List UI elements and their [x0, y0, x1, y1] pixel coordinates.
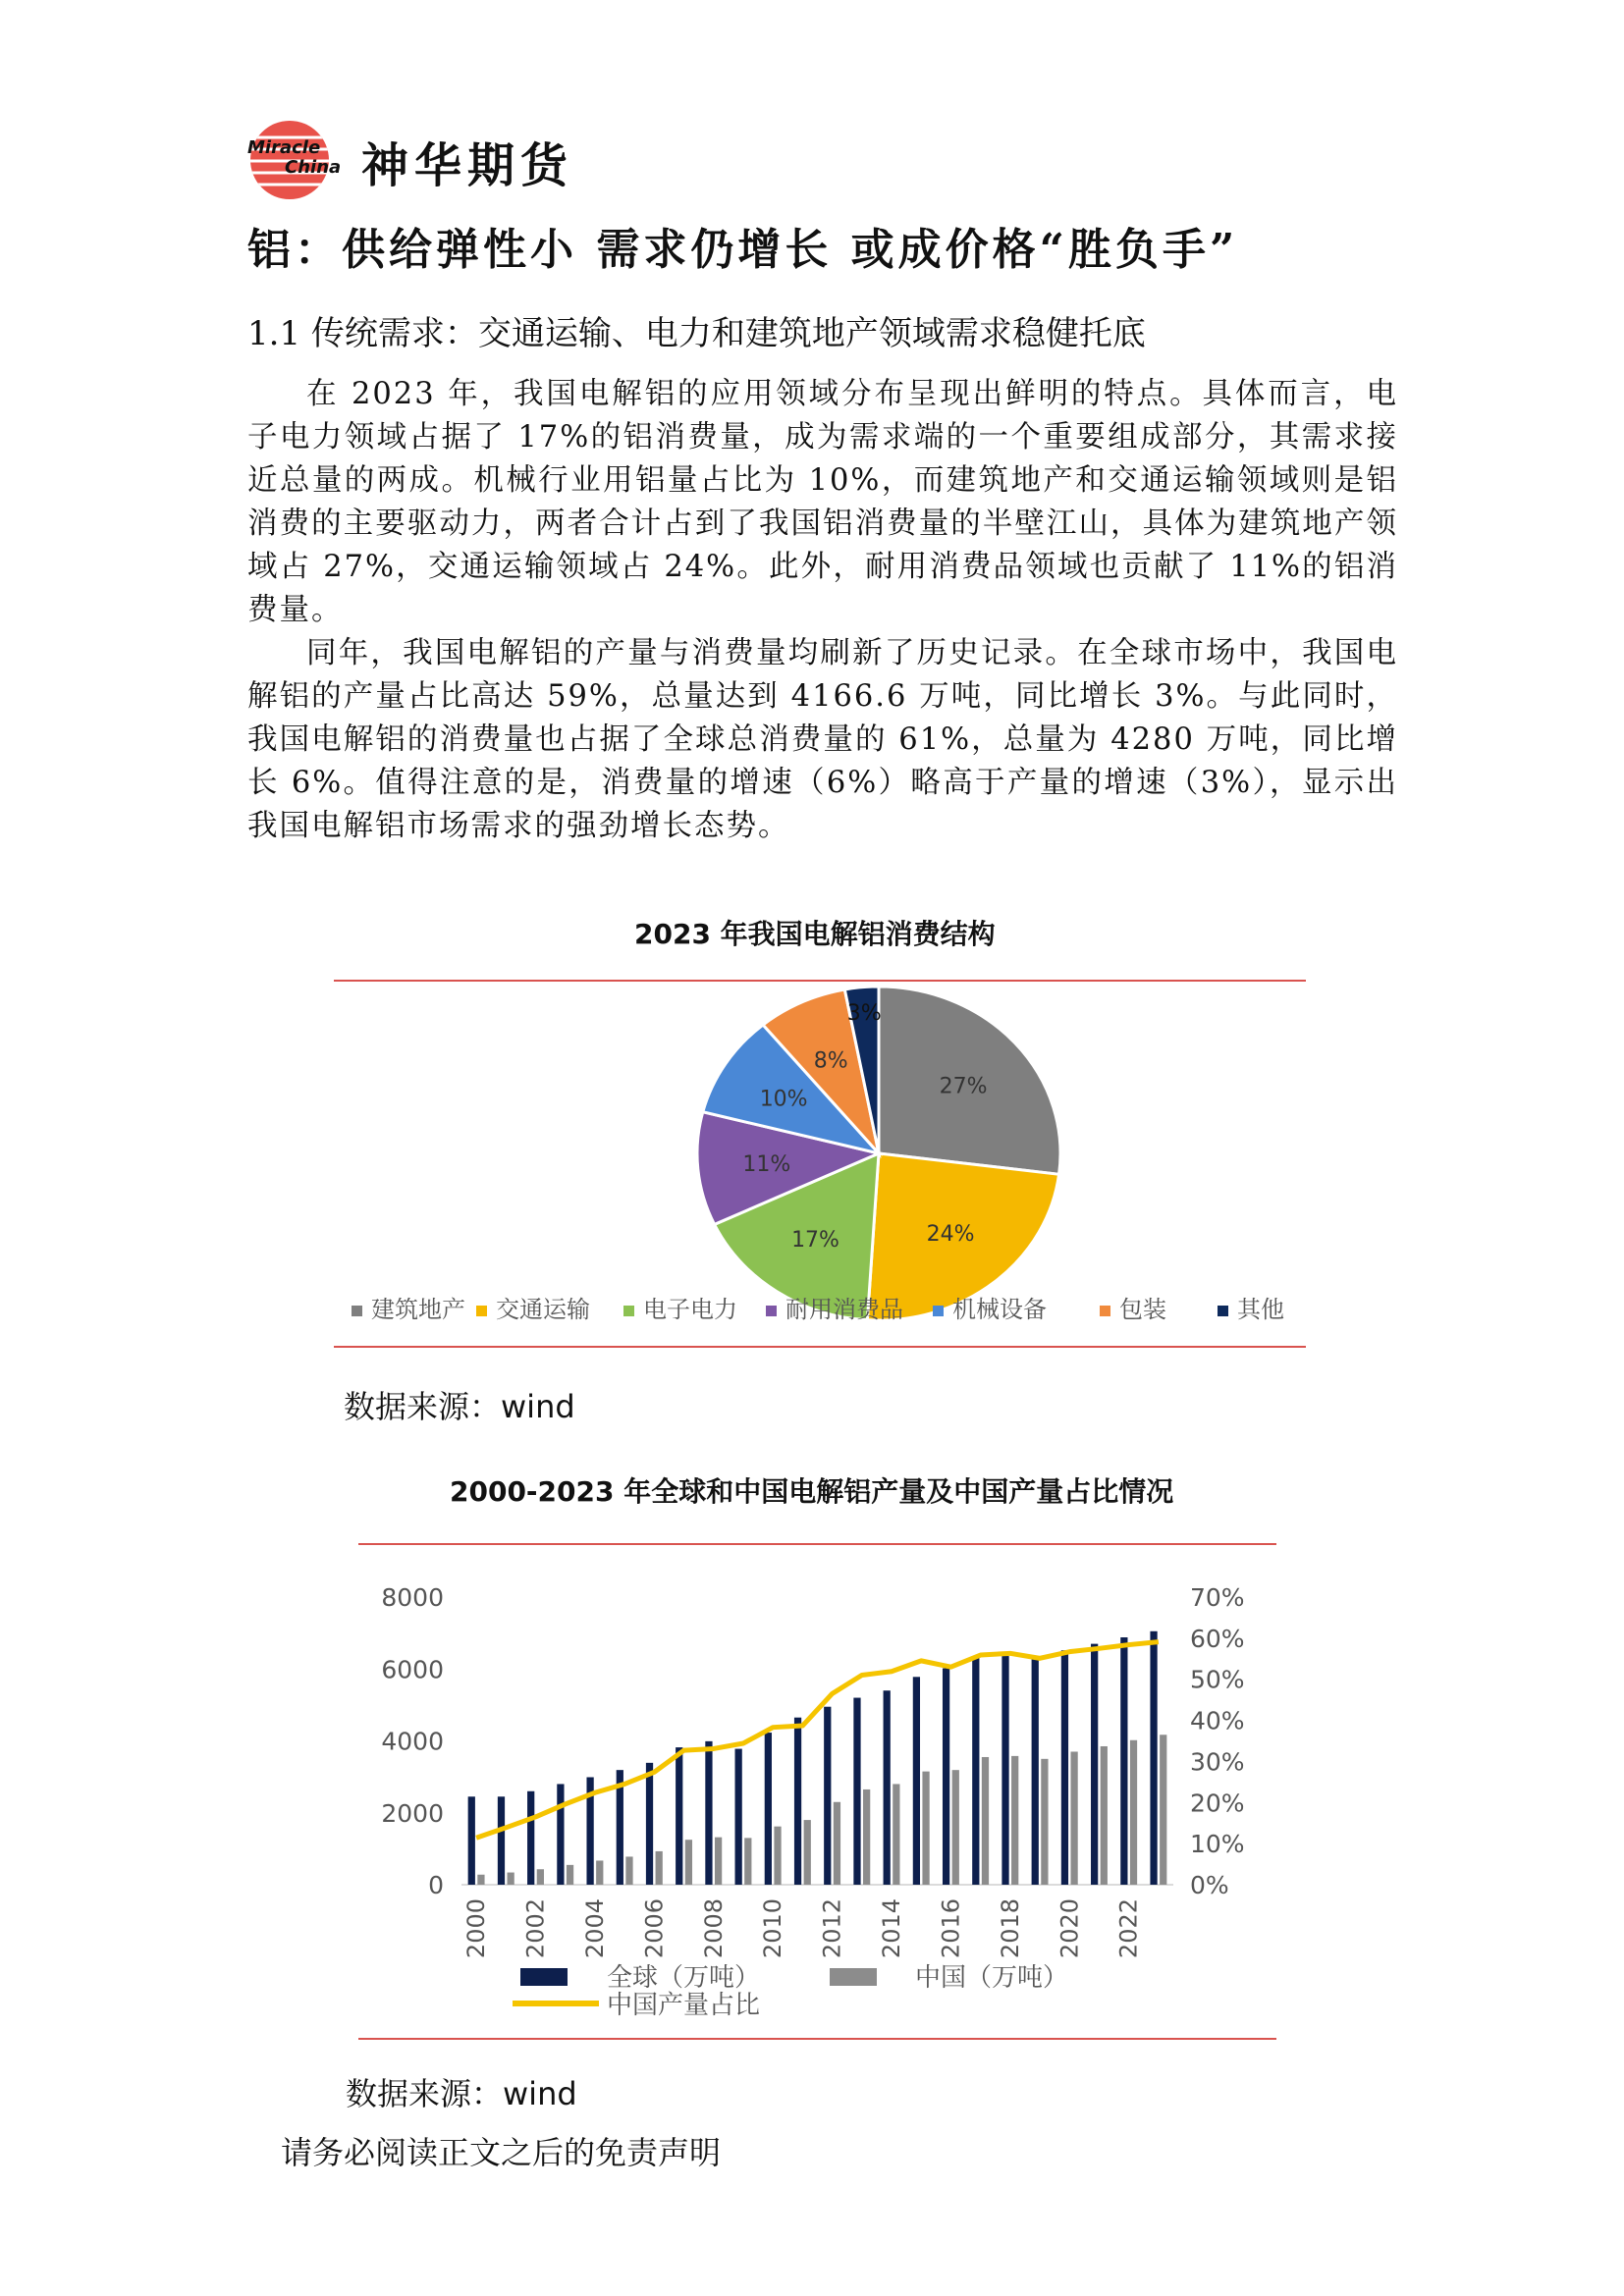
bar-china-2002 — [537, 1869, 544, 1885]
bar-global-2003 — [557, 1784, 564, 1885]
bar-china-2019 — [1041, 1759, 1048, 1885]
x-tick-label: 2020 — [1056, 1898, 1084, 1959]
y-right-tick: 70% — [1190, 1583, 1245, 1612]
pie-legend-label-0: 建筑地产 — [371, 1296, 465, 1323]
bar-china-2022 — [1130, 1740, 1137, 1885]
bar-china-2018 — [1011, 1756, 1018, 1885]
bar-china-2007 — [685, 1840, 692, 1885]
pie-label-5: 8% — [813, 1048, 848, 1074]
pie-legend-label-3: 耐用消费品 — [785, 1296, 903, 1323]
pie-legend-swatch-3 — [766, 1306, 777, 1316]
y-right-tick: 40% — [1190, 1706, 1245, 1735]
bar-global-2022 — [1120, 1637, 1127, 1885]
pie-legend-label-6: 其他 — [1237, 1296, 1284, 1323]
pie-label-1: 24% — [926, 1222, 975, 1248]
bar-global-2002 — [527, 1791, 534, 1885]
bar-global-2023 — [1150, 1631, 1157, 1885]
pie-legend-label-1: 交通运输 — [496, 1296, 590, 1323]
pie-legend-swatch-6 — [1218, 1306, 1228, 1316]
bar-china-2004 — [596, 1860, 603, 1885]
x-tick-label: 2012 — [818, 1898, 846, 1959]
legend-label-china: 中国（万吨） — [915, 1963, 1069, 1993]
bar-global-2008 — [705, 1741, 712, 1885]
x-tick-label: 2006 — [640, 1898, 669, 1959]
y-right-tick: 20% — [1190, 1789, 1245, 1818]
x-tick-label: 2008 — [699, 1898, 728, 1959]
bar-chart-title: 2000-2023 年全球和中国电解铝产量及中国产量占比情况 — [450, 1475, 1174, 1508]
y-right-tick: 10% — [1190, 1830, 1245, 1859]
bar-global-2015 — [913, 1677, 920, 1885]
x-tick-label: 2018 — [996, 1898, 1024, 1959]
bar-china-2020 — [1070, 1751, 1077, 1885]
bar-china-2023 — [1160, 1735, 1166, 1885]
company-logo — [245, 116, 599, 204]
bar-china-2014 — [893, 1784, 899, 1885]
pie-legend-label-5: 包装 — [1119, 1296, 1166, 1323]
x-tick-label: 2002 — [521, 1898, 550, 1959]
pie-chart-title: 2023 年我国电解铝消费结构 — [634, 918, 996, 950]
bar-global-2013 — [853, 1698, 860, 1885]
bar-global-2019 — [1032, 1656, 1039, 1885]
bar-china-2011 — [804, 1820, 811, 1885]
bar-china-2012 — [834, 1802, 840, 1885]
bar-global-2009 — [735, 1749, 742, 1885]
pie-label-2: 17% — [791, 1228, 839, 1254]
x-tick-label: 2022 — [1114, 1898, 1143, 1959]
bar-global-2014 — [884, 1690, 891, 1885]
paragraph-2: 同年，我国电解铝的产量与消费量均刷新了历史记录。在全球市场中，我国电解铝的产量占比高达 59%，总量达到 4166.6 万吨，同比增长 3%。与此同时，我国电解铝的消费量也占据了全球总消费量的 61%，总量为 4280 万吨，同比增长 6%。值得注意的是，消费量的增速（6%）略高于产量的增速（3%），显示出我国电解铝市场需求的强劲增长态势。 — [247, 636, 1398, 843]
logo-en-line2: China — [285, 157, 342, 178]
bar-global-2011 — [794, 1718, 801, 1885]
bar-global-2012 — [824, 1707, 831, 1885]
bar-global-2016 — [943, 1669, 949, 1885]
bar-global-2001 — [498, 1796, 505, 1885]
legend-swatch-global — [520, 1968, 568, 1986]
y-right-tick: 60% — [1190, 1624, 1245, 1653]
bar-china-2005 — [625, 1856, 632, 1885]
x-tick-label: 2016 — [937, 1898, 965, 1959]
x-tick-label: 2004 — [580, 1898, 609, 1959]
legend-swatch-china — [830, 1968, 877, 1986]
y-right-tick: 50% — [1190, 1665, 1245, 1694]
bar-china-2015 — [922, 1772, 929, 1885]
pie-legend-swatch-2 — [623, 1306, 634, 1316]
x-tick-label: 2000 — [462, 1898, 491, 1959]
company-name: 神华期货 — [361, 138, 574, 193]
y-right-tick: 0% — [1190, 1871, 1229, 1899]
bar-global-2000 — [468, 1796, 475, 1885]
bar-china-2017 — [982, 1757, 989, 1885]
bar-global-2010 — [765, 1733, 772, 1885]
bar-china-2010 — [774, 1827, 781, 1885]
x-tick-label: 2014 — [878, 1898, 906, 1959]
y-left-tick: 8000 — [381, 1583, 444, 1612]
pie-chart — [324, 967, 1316, 1350]
pie-label-6: 3% — [846, 1001, 882, 1027]
pie-label-3: 11% — [742, 1151, 791, 1177]
y-left-tick: 2000 — [381, 1798, 444, 1828]
y-left-tick: 0 — [428, 1871, 444, 1899]
source-label-1: 数据来源：wind — [344, 1388, 575, 1425]
bar-china-2006 — [656, 1851, 663, 1885]
bar-global-2006 — [646, 1763, 653, 1885]
line-china-share — [476, 1642, 1159, 1839]
pie-label-4: 10% — [759, 1087, 808, 1112]
logo-en-line1: Miracle — [247, 137, 321, 158]
source-label-2: 数据来源：wind — [346, 2075, 577, 2112]
bar-global-2017 — [972, 1656, 979, 1885]
bar-global-2007 — [676, 1747, 682, 1885]
bar-china-2016 — [952, 1770, 959, 1885]
pie-legend-swatch-0 — [352, 1306, 362, 1316]
bar-global-2018 — [1001, 1656, 1008, 1885]
x-tick-label: 2010 — [759, 1898, 787, 1959]
y-left-tick: 4000 — [381, 1727, 444, 1756]
legend-label-global: 全球（万吨） — [607, 1963, 761, 1993]
bar-china-2000 — [477, 1875, 484, 1885]
pie-legend-swatch-4 — [933, 1306, 944, 1316]
disclaimer: 请务必阅读正文之后的免责声明 — [281, 2134, 722, 2171]
y-right-tick: 30% — [1190, 1747, 1245, 1777]
bar-global-2021 — [1091, 1644, 1098, 1885]
bar-global-2020 — [1061, 1650, 1068, 1885]
bar-china-2013 — [863, 1789, 870, 1885]
y-left-tick: 6000 — [381, 1655, 444, 1684]
bar-china-2003 — [567, 1865, 573, 1885]
miracle-china-logo-icon — [245, 116, 342, 204]
pie-label-0: 27% — [939, 1074, 988, 1099]
paragraph-1: 在 2023 年，我国电解铝的应用领域分布呈现出鲜明的特点。具体而言，电子电力领域占据了 17%的铝消费量，成为需求端的一个重要组成部分，其需求接近总量的两成。机械行业用铝量占比为 10%，而建筑地产和交通运输领域则是铝消费的主要驱动力，两者合计占到了我国铝消费量的半壁江山，具体为建筑地产领域占 27%，交通运输领域占 24%。此外，耐用消费品领域也贡献了 11%的铝消费量。 — [247, 377, 1398, 627]
bar-china-2008 — [715, 1838, 722, 1885]
pie-legend-swatch-1 — [476, 1306, 487, 1316]
bar-china-2001 — [508, 1873, 514, 1885]
bar-china-2021 — [1101, 1746, 1108, 1885]
pie-legend-label-2: 电子电力 — [643, 1296, 737, 1323]
production-chart — [353, 1536, 1286, 2047]
body-text — [247, 373, 1398, 848]
document-title: 铝：供给弹性小 需求仍增长 或成价格“胜负手” — [247, 225, 1239, 275]
section-title: 1.1 传统需求：交通运输、电力和建筑地产领域需求稳健托底 — [247, 314, 1146, 353]
pie-legend-label-4: 机械设备 — [952, 1296, 1047, 1323]
bar-china-2009 — [744, 1838, 751, 1885]
pie-legend-swatch-5 — [1100, 1306, 1110, 1316]
legend-label-share: 中国产量占比 — [607, 1991, 761, 2020]
